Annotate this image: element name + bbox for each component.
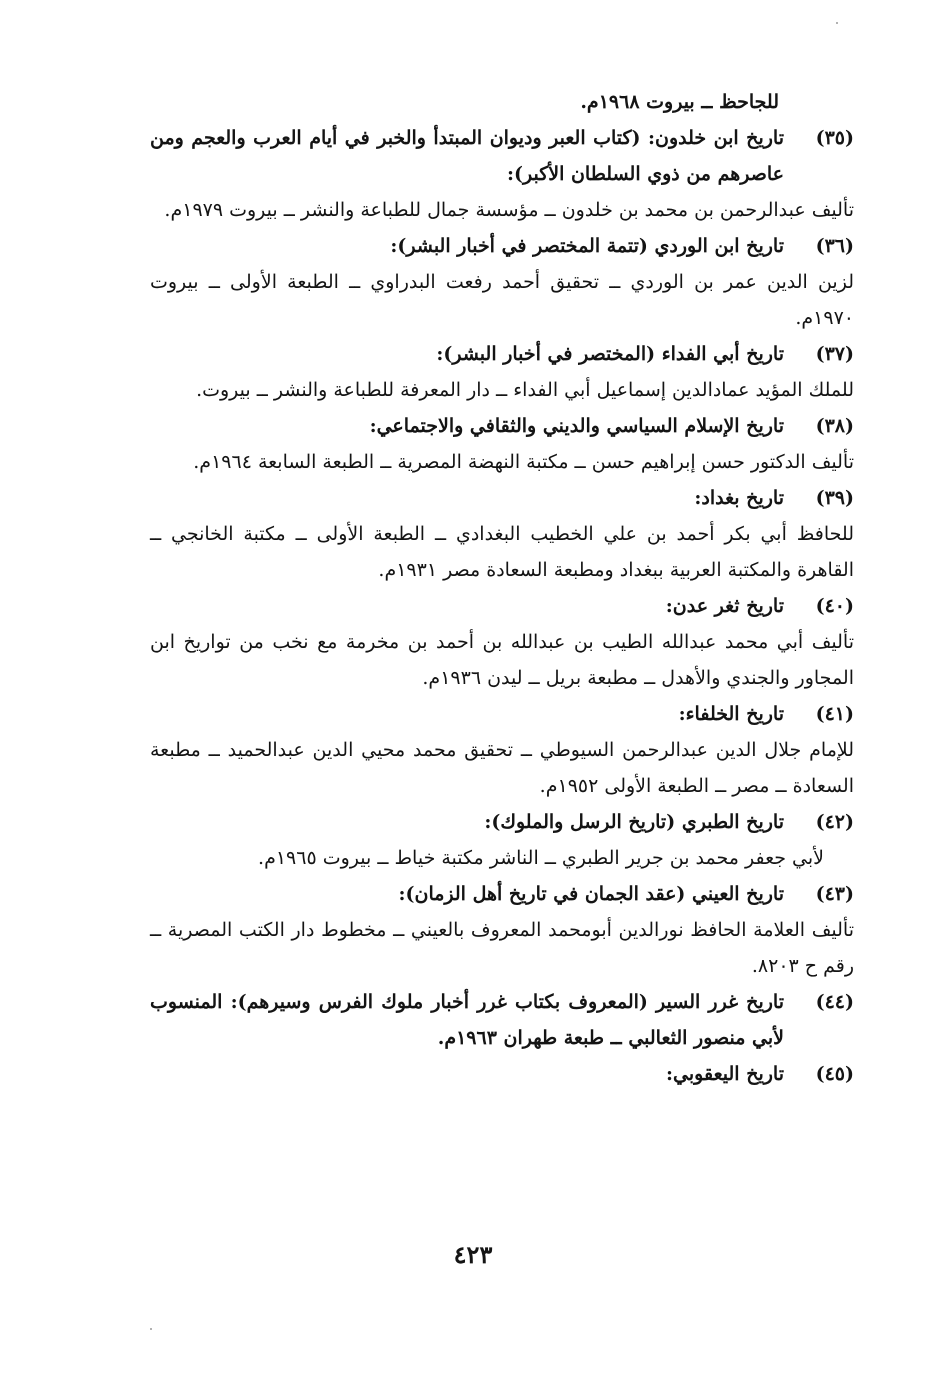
bibliography-entry (150, 804, 854, 876)
entry-body: تأليف عبدالرحمن بن محمد بن خلدون ــ مؤسسة جمال للطباعة والنشر ــ بيروت ١٩٧٩م. (164, 199, 854, 221)
bibliography-entry (150, 588, 854, 696)
entry-number: (٤٢) (815, 811, 854, 833)
entry-title: تاريخ غرر السير (المعروف بكتاب غرر أخبار ملوك الفرس وسيرهم): المنسوب لأبي منصور الثعالبي ــ طبعة طهران ١٩٦٣م. (150, 991, 784, 1049)
continuation-line: للجاحظ ــ بيروت ١٩٦٨م. (580, 91, 779, 113)
entry-body: للحافظ أبي بكر أحمد بن علي الخطيب البغدادي ــ الطبعة الأولى ــ مكتبة الخانجي ــ القاهرة والمكتبة العربية ببغداد ومطبعة السعادة مصر ١٩٣١م. (150, 523, 854, 581)
entry-body: تأليف الدكتور حسن إبراهيم حسن ــ مكتبة النهضة المصرية ــ الطبعة السابعة ١٩٦٤م. (193, 451, 854, 473)
entry-title: تاريخ الطبري (تاريخ الرسل والملوك): (484, 811, 784, 833)
entry-number: (٣٥) (815, 127, 854, 149)
entry-title: تاريخ اليعقوبي: (666, 1063, 784, 1085)
bibliography-entry (150, 876, 854, 984)
bibliography-entry (150, 1056, 854, 1092)
entry-number: (٣٨) (815, 415, 854, 437)
entry-body: تأليف أبي محمد عبدالله الطيب بن عبدالله بن أحمد بن مخرمة مع نخب من تواريخ ابن المجاور والجندي والأهدل ــ مطبعة بريل ــ ليدن ١٩٣٦م. (150, 631, 854, 689)
entry-number: (٤٥) (815, 1063, 854, 1085)
entry-title: تاريخ العيني (عقد الجمان في تاريخ أهل الزمان): (398, 883, 784, 905)
bibliography-entry (150, 336, 854, 408)
entry-body: للإمام جلال الدين عبدالرحمن السيوطي ــ تحقيق محمد محيي الدين عبدالحميد ــ مطبعة السعادة ــ مصر ــ الطبعة الأولى ١٩٥٢م. (150, 739, 854, 797)
bibliography-entry (150, 120, 854, 228)
entry-title: تاريخ الخلفاء: (678, 703, 784, 725)
bibliography-list (150, 84, 854, 1092)
entry-title: تاريخ ثغر عدن: (665, 595, 784, 617)
bibliography-entry (150, 228, 854, 336)
bibliography-entry (150, 696, 854, 804)
entry-number: (٤١) (815, 703, 854, 725)
entry-body: لزين الدين عمر بن الوردي ــ تحقيق أحمد رفعت البدراوي ــ الطبعة الأولى ــ بيروت ١٩٧٠م. (150, 271, 854, 329)
entry-title: تاريخ بغداد: (694, 487, 784, 509)
entry-body: لأبي جعفر محمد بن جرير الطبري ــ الناشر مكتبة خياط ــ بيروت ١٩٦٥م. (258, 847, 824, 869)
entry-number: (٣٦) (815, 235, 854, 257)
entry-body: للملك المؤيد عمادالدين إسماعيل أبي الفداء ــ دار المعرفة للطباعة والنشر ــ بيروت. (196, 379, 854, 401)
entry-title: تاريخ أبي الفداء (المختصر في أخبار البشر): (436, 343, 784, 365)
bibliography-entry (150, 480, 854, 588)
entry-number: (٤٠) (815, 595, 854, 617)
scan-speck (150, 1328, 152, 1330)
bibliography-entry (150, 984, 854, 1056)
bibliography-entry (150, 408, 854, 480)
entry-title: تاريخ ابن خلدون: (كتاب العبر وديوان المبتدأ والخبر في أيام العرب والعجم ومن عاصرهم من ذوي السلطان الأكبر): (150, 127, 784, 185)
page-number: ٤٢٣ (453, 1240, 493, 1269)
scan-speck (836, 22, 838, 24)
entry-title: تاريخ ابن الوردي (تتمة المختصر في أخبار البشر): (390, 235, 784, 257)
entry-title: تاريخ الإسلام السياسي والديني والثقافي والاجتماعي: (369, 415, 784, 437)
entry-number: (٤٤) (815, 991, 854, 1013)
entry-body: تأليف العلامة الحافظ نورالدين أبومحمد المعروف بالعيني ــ مخطوط دار الكتب المصرية ــ رقم ح ٨٢٠٣. (150, 919, 854, 977)
entry-number: (٤٣) (815, 883, 854, 905)
entry-number: (٣٩) (815, 487, 854, 509)
entry-number: (٣٧) (815, 343, 854, 365)
